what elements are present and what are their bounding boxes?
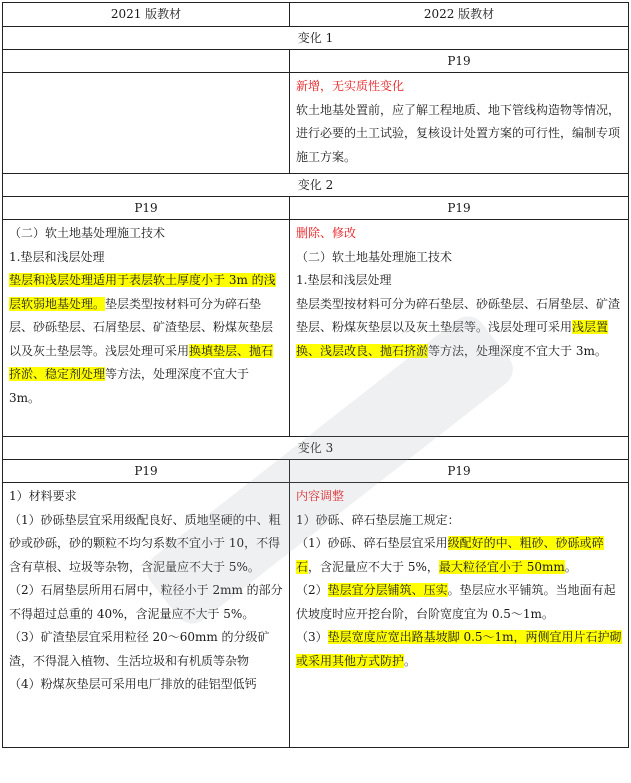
change3-right-p1-text-b: ，含泥量应不大于 5%， — [308, 559, 439, 574]
header-2021: 2021 版教材 — [3, 3, 290, 27]
change2-left-highlight1: 垫层和浅层处理适用于表层软土厚度小于 3m 的浅层软弱地基处理。 — [9, 273, 276, 311]
change3-right-p1-highlight2: 最大粒径宜小于 50mm — [438, 559, 565, 574]
change2-right-highlight1: 浅层置换、浅层改良、抛石挤淤 — [296, 320, 609, 358]
change2-page-right: P19 — [290, 197, 629, 220]
change3-right-p2-highlight: 垫层宜分层铺筑、压实 — [327, 583, 448, 597]
change2-left-body — [9, 269, 283, 410]
change2-left-text2: 等方法，处理深度不宜大于 3m。 — [9, 367, 250, 405]
change1-note: 新增，无实质性变化 — [296, 79, 405, 93]
change3-right-heading: 1）砂砾、碎石垫层施工规定： — [296, 512, 460, 527]
change3-right-p2-text-a: （2） — [296, 583, 328, 597]
change3-note: 内容调整 — [296, 489, 345, 503]
change2-right-body — [296, 293, 622, 364]
header-2022: 2022 版教材 — [290, 3, 629, 27]
change3-left-p2: （2）石屑垫层所用石屑中，粒径小于 2mm 的部分不得超过总重的 40%，含泥量应不大于 5%。 — [9, 583, 283, 621]
change3-right-cell — [290, 483, 629, 748]
change3-right-p1 — [296, 532, 622, 579]
change3-right-p1-text-c: 。 — [564, 559, 577, 574]
change2-note: 删除、修改 — [296, 226, 357, 240]
comparison-table — [2, 2, 629, 748]
change3-right-p3-text-a: （3） — [296, 630, 328, 644]
change2-page-left: P19 — [3, 197, 290, 220]
change1-left-cell — [3, 73, 290, 174]
change3-right-p2 — [296, 579, 622, 626]
change3-left-p3: （3）矿渣垫层宜采用粒径 20～60mm 的分级矿渣，不得混入植物、生活垃圾和有机质等杂物 — [9, 630, 270, 668]
change1-page-left — [3, 50, 290, 73]
change3-left-p4: （4）粉煤灰垫层可采用电厂排放的硅铝型低钙 — [9, 677, 257, 691]
change3-right-p3-text-b: 。 — [404, 653, 417, 668]
change2-right-sub: 1.垫层和浅层处理 — [296, 273, 392, 287]
change3-title: 变化 3 — [3, 437, 629, 460]
change2-right-cell — [290, 220, 629, 437]
change2-right-heading: （二）软土地基处理施工技术 — [296, 249, 453, 264]
change1-title: 变化 1 — [3, 27, 629, 50]
change3-left-p1: （1）砂砾垫层宜采用级配良好、质地坚硬的中、粗砂或砂砾，砂的颗粒不均匀系数不宜小于 10，不得含有草根、垃圾等杂物，含泥量应不大于 5%。 — [9, 512, 281, 574]
change2-right-text1: 垫层类型按材料可分为碎石垫层、砂砾垫层、石屑垫层、矿渣垫层、粉煤灰垫层以及灰土垫层等。浅层处理可采用 — [296, 296, 621, 334]
change2-left-text1: 垫层类型按材料可分为碎石垫层、砂砾垫层、石屑垫层、矿渣垫层、粉煤灰垫层以及灰土垫层等。浅层处理可采用 — [9, 296, 274, 358]
change2-left-heading: （二）软土地基处理施工技术 — [9, 226, 166, 240]
change1-text: 软土地基处置前，应了解工程地质、地下管线构造物等情况，进行必要的土工试验，复核设计处置方案的可行性，编制专项施工方案。 — [296, 102, 621, 164]
change3-right-p1-highlight: 级配好的中、粗砂、砂砾或碎石 — [296, 536, 604, 574]
change2-left-cell — [3, 220, 290, 437]
change1-page-right: P19 — [290, 50, 629, 73]
change3-page-right: P19 — [290, 460, 629, 483]
change2-right-text2: 等方法，处理深度不宜大于 3m。 — [428, 343, 607, 358]
change3-right-p3 — [296, 626, 622, 673]
change1-right-cell — [290, 73, 629, 174]
change3-left-cell — [3, 483, 290, 748]
change3-page-left: P19 — [3, 460, 290, 483]
change3-right-p1-text-a: （1）砂砾、碎石垫层宜采用 — [296, 536, 448, 550]
change3-right-p3-highlight: 垫层宽度应宽出路基坡脚 0.5～1m，两侧宜用片石护砌或采用其他方式防护 — [296, 630, 622, 668]
change3-left-heading: 1）材料要求 — [9, 489, 77, 503]
change2-title: 变化 2 — [3, 174, 629, 197]
change2-left-sub: 1.垫层和浅层处理 — [9, 249, 105, 264]
change3-right-p2-text-b: 。垫层应水平铺筑。当地面有起伏坡度时应开挖台阶，台阶宽度宜为 0.5～1m。 — [296, 583, 616, 621]
change2-left-highlight2: 换填垫层、抛石挤淤、稳定剂处理 — [9, 343, 274, 381]
